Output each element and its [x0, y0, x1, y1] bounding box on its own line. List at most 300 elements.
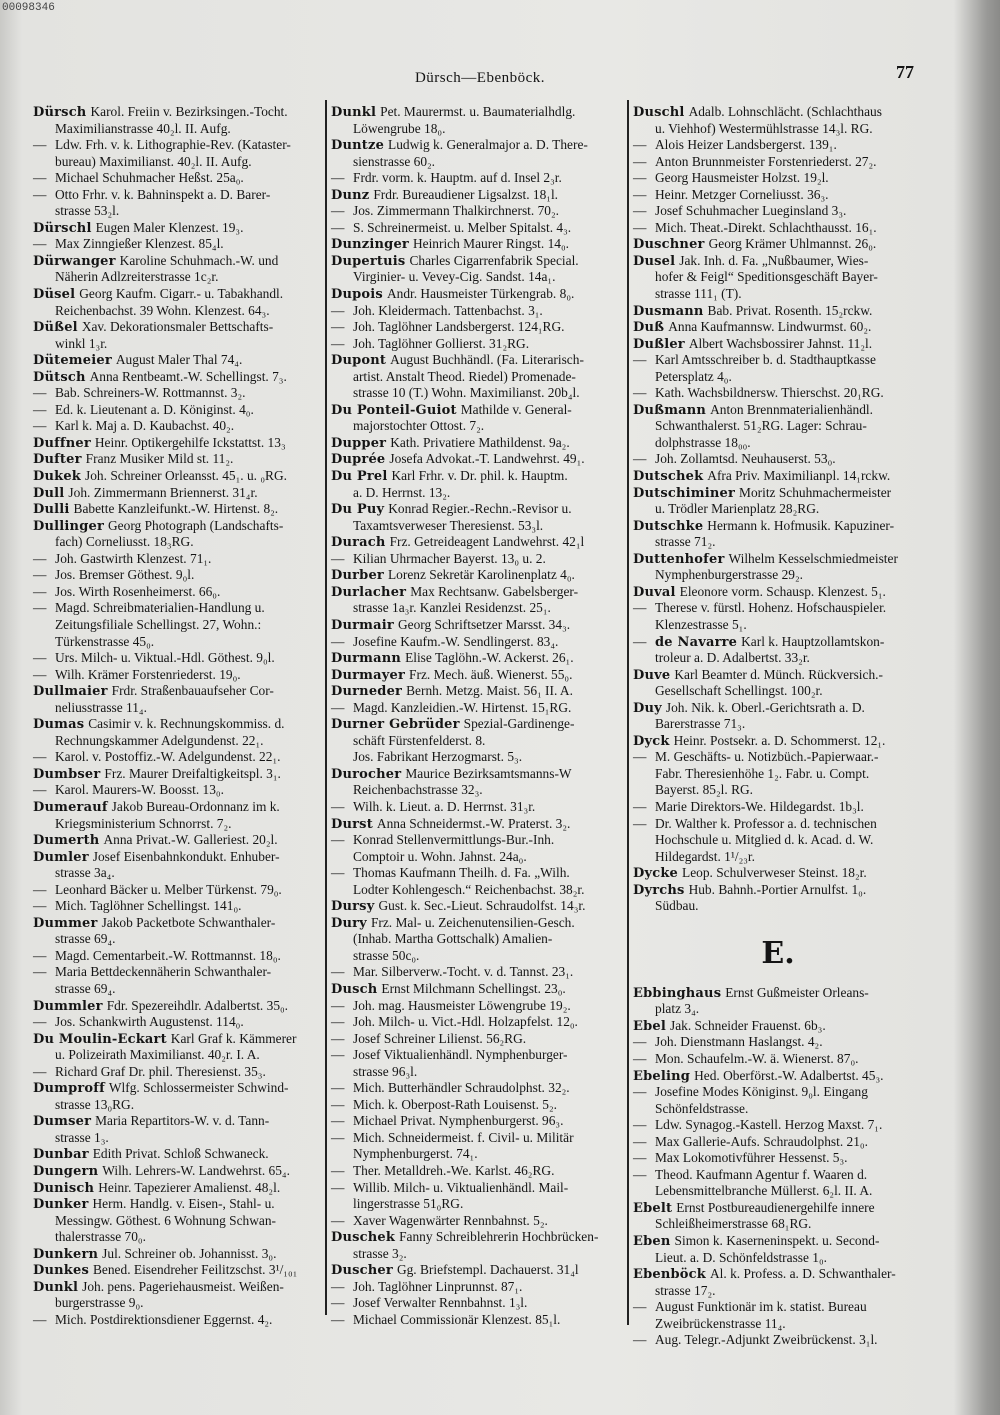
entry-line	[331, 650, 623, 667]
entry-line	[33, 485, 322, 502]
entry-text: Jos. Fabrikant Herzogmarst. 5₃.	[353, 749, 523, 765]
entry-text: M. Geschäfts- u. Notizbüch.-Papierwaar.-	[655, 749, 879, 765]
directory-entry	[331, 1047, 623, 1080]
directory-entry	[331, 319, 623, 336]
entry-text: Thomas Kaufmann Theilh. d. Fa. „Wilh.	[353, 865, 570, 881]
entry-text: Frz. Maurer Dreifaltigkeitspl. 3₁.	[104, 765, 281, 781]
directory-entry	[331, 1180, 623, 1213]
entry-line	[331, 551, 623, 568]
entry-continuation-line	[633, 121, 923, 138]
entry-surname: Dußmann	[633, 402, 707, 418]
entry-line	[633, 187, 923, 204]
entry-text: Theod. Kaufmann Agentur f. Waaren d.	[655, 1166, 868, 1182]
entry-continuation-line	[33, 634, 322, 651]
directory-entry	[33, 1163, 322, 1180]
directory-entry	[331, 898, 623, 915]
entry-text: majorstochter Ottost. 7₂.	[353, 418, 485, 434]
entry-surname: Durach	[331, 535, 386, 551]
ditto-dash: —	[33, 236, 47, 252]
directory-entry	[33, 1146, 322, 1163]
entry-text: Fanny Schreiblehrerin Hochbrücken-	[399, 1229, 599, 1245]
entry-text: Michael Commissionär Klenzest. 85₁l.	[353, 1311, 561, 1327]
entry-text: strasse 10 (T.) Wohn. Maximilianst. 20b₄l.	[353, 385, 580, 401]
entry-text: Frdr. vorm. k. Hauptm. auf d. Insel 2₃r.	[353, 170, 562, 186]
entry-line	[33, 882, 322, 899]
entry-surname: Du Moulin-Eckart	[33, 1031, 167, 1047]
directory-entry	[33, 832, 322, 849]
entry-text: Josefine Modes Königinst. 9₀l. Eingang	[655, 1084, 868, 1100]
entry-text: Schleißheimerstrasse 68₁RG.	[655, 1216, 812, 1232]
entry-surname: Dukek	[33, 469, 82, 485]
entry-text: Eugen Maler Klenzest. 19₃.	[95, 219, 244, 235]
entry-continuation-line	[331, 269, 623, 286]
entry-surname: Dußler	[633, 336, 685, 352]
directory-entry	[633, 816, 923, 866]
entry-text: Karl k. Hauptzollamtskon-	[741, 633, 885, 649]
entry-line	[33, 1080, 322, 1097]
entry-text: Heinr. Postsekr. a. D. Schommerst. 12₁.	[673, 732, 886, 748]
entry-surname: Dupertuis	[331, 253, 406, 269]
entry-text: troleur a. D. Adalbertst. 33₂r.	[655, 650, 810, 666]
entry-surname: Dutschiminer	[633, 485, 736, 501]
entry-text: Karl k. Maj a. D. Kaubachst. 40₂.	[55, 418, 235, 434]
entry-text: Reichenbachst. 39 Wohn. Klenzest. 64₃.	[55, 302, 270, 318]
directory-entry	[33, 964, 322, 997]
entry-text: Karol. Maurers-W. Boosst. 13₀.	[55, 782, 224, 798]
entry-line	[331, 634, 623, 651]
entry-text: Albert Wachsbossirer Jahnst. 11₂l.	[688, 335, 873, 351]
directory-entry	[33, 551, 322, 568]
directory-entry	[33, 1312, 322, 1329]
directory-entry	[633, 203, 923, 220]
entry-line	[633, 468, 923, 485]
entry-text: Magd. Kanzleidien.-W. Hirtenst. 15₁RG.	[353, 699, 572, 715]
entry-text: Anton Brunnmeister Forstenriederst. 27₂.	[655, 153, 877, 169]
entry-text: Georg Photograph (Landschafts-	[108, 517, 284, 533]
entry-line	[633, 319, 923, 336]
ditto-dash: —	[633, 219, 647, 235]
entry-text: u. Trödler Marienplatz 28₂RG.	[655, 501, 820, 517]
entry-surname: Dumler	[33, 849, 89, 865]
directory-entry	[33, 319, 322, 352]
entry-text: Ldw. Synagog.-Kastell. Herzog Maxst. 7₁.	[655, 1117, 883, 1133]
directory-entry	[633, 352, 923, 385]
directory-entry	[331, 915, 623, 965]
ditto-dash: —	[33, 550, 47, 566]
ditto-dash: —	[633, 815, 647, 831]
entry-line	[33, 1312, 322, 1329]
entry-text: Xaver Wagenwärter Rennbahnst. 5₂.	[353, 1212, 548, 1228]
entry-line	[331, 584, 623, 601]
entry-text: Adalb. Lohnschlächt. (Schlachthaus	[688, 104, 882, 119]
entry-text: Joh. Dienstmann Haslangst. 4₂.	[655, 1034, 823, 1050]
entry-text: Ther. Metalldreh.-We. Karlst. 46₂RG.	[353, 1163, 555, 1178]
entry-line	[331, 104, 623, 121]
entry-surname: Dusch	[331, 981, 378, 997]
entry-text: Frz. Mal- u. Zeichenutensilien-Gesch.	[370, 914, 575, 930]
directory-entry	[331, 964, 623, 981]
entry-text: Maria Repartitors-W. v. d. Tann-	[95, 1113, 270, 1129]
entry-line	[331, 799, 623, 816]
directory-entry	[633, 985, 923, 1018]
entry-text: fach) Corneliusst. 18₃RG.	[55, 534, 194, 550]
directory-entry	[33, 385, 322, 402]
directory-entry	[633, 1266, 923, 1299]
entry-text: Pet. Maurermst. u. Baumaterialhdlg.	[380, 104, 576, 119]
directory-entry	[33, 418, 322, 435]
entry-text: Gust. k. Sec.-Lieut. Schraudolfst. 14₃r.	[378, 898, 586, 914]
directory-entry	[33, 1180, 322, 1197]
entry-text: strasse 71₂.	[655, 534, 716, 550]
entry-line	[633, 799, 923, 816]
entry-line	[633, 137, 923, 154]
entry-surname: Dursy	[331, 899, 375, 915]
entry-text: Hermann k. Hofmusik. Kapuziner-	[707, 517, 895, 533]
ditto-dash: —	[331, 1113, 345, 1129]
directory-entry	[633, 584, 923, 601]
entry-text: strasse 1₃.	[55, 1129, 109, 1145]
ditto-dash: —	[331, 832, 345, 848]
ditto-dash: —	[331, 997, 345, 1013]
entry-text: Casimir v. k. Rechnungskommiss. d.	[88, 716, 285, 732]
entry-continuation-line	[33, 1047, 322, 1064]
entry-continuation-line	[331, 782, 623, 799]
directory-entry	[331, 1312, 623, 1329]
entry-text: Konrad Stellenvermittlungs-Bur.-Inh.	[353, 832, 555, 848]
ditto-dash: —	[633, 749, 647, 765]
directory-entry	[633, 551, 923, 584]
entry-line	[633, 1200, 923, 1217]
entry-line	[633, 1233, 923, 1250]
entry-line	[331, 1180, 623, 1197]
entry-line	[33, 782, 322, 799]
directory-entry	[33, 849, 322, 882]
entry-text: Jos. Wirth Rosenheimerst. 66₀.	[55, 583, 221, 599]
entry-continuation-line	[33, 1229, 322, 1246]
entry-text: Anna Rentbeamt.-W. Schellingst. 7₃.	[89, 368, 287, 384]
directory-entry	[33, 435, 322, 452]
entry-continuation-line	[633, 1216, 923, 1233]
directory-entry	[33, 782, 322, 799]
entry-text: Heinrich Maurer Ringst. 14₀.	[412, 236, 569, 252]
entry-line	[331, 1097, 623, 1114]
directory-entry	[33, 1064, 322, 1081]
entry-text: Babette Kanzleifunkt.-W. Hirtenst. 8₂.	[73, 501, 279, 517]
directory-entry	[633, 733, 923, 750]
entry-line	[331, 203, 623, 220]
directory-entry	[33, 683, 322, 716]
entry-continuation-line	[33, 981, 322, 998]
running-title: Dürsch—Ebenböck.	[414, 70, 546, 86]
entry-text: Kriegsministerium Schnorrst. 7₂.	[55, 815, 232, 831]
entry-line	[33, 187, 322, 204]
entry-continuation-line	[633, 501, 923, 518]
entry-line	[331, 749, 623, 766]
directory-entry	[33, 501, 322, 518]
ditto-dash: —	[331, 550, 345, 566]
entry-line	[331, 898, 623, 915]
entry-line	[33, 1246, 322, 1263]
entry-text: Joh. Taglöhner Landsbergerst. 124₁RG.	[353, 319, 565, 335]
entry-continuation-line	[633, 832, 923, 849]
entry-text: Otto Frhr. v. k. Bahninspekt a. D. Barer-	[55, 186, 271, 202]
entry-text: Fdr. Spezereihdlr. Adalbertst. 35₀.	[106, 997, 289, 1013]
ditto-dash: —	[33, 782, 47, 798]
entry-line	[633, 1150, 923, 1167]
entry-text: Joh. Taglöhner Gollierst. 31₂RG.	[353, 335, 530, 351]
directory-entry	[633, 220, 923, 237]
ditto-dash: —	[331, 633, 345, 649]
entry-text: strasse 1a₃r. Kanzlei Residenzst. 25₁.	[353, 600, 551, 616]
entry-text: Karl Amtsschreiber b. d. Stadthauptkasse	[655, 352, 876, 368]
entry-text: Bened. Eisendreher Feilitzschst. 3¹/₁₀₁	[92, 1262, 298, 1278]
directory-entry	[331, 336, 623, 353]
entry-text: Eleonore vorm. Schausp. Klenzest. 5₁.	[679, 583, 886, 599]
directory-entry	[331, 534, 623, 551]
entry-surname: Dutschke	[633, 518, 704, 534]
entry-continuation-line	[633, 1001, 923, 1018]
entry-line	[331, 567, 623, 584]
entry-text: Comptoir u. Wohn. Jahnst. 24a₀.	[353, 848, 527, 864]
directory-entry	[33, 137, 322, 170]
directory-entry	[331, 749, 623, 766]
entry-continuation-line	[633, 286, 923, 303]
entry-line	[331, 1163, 623, 1180]
entry-line	[633, 518, 923, 535]
entry-text: Magd. Cementarbeit.-W. Rottmannst. 18₀.	[55, 947, 281, 963]
entry-line	[33, 352, 322, 369]
entry-continuation-line	[33, 733, 322, 750]
directory-entry	[33, 286, 322, 319]
directory-entry	[633, 1117, 923, 1134]
directory-entry	[633, 634, 923, 667]
ditto-dash: —	[633, 633, 647, 649]
entry-line	[331, 253, 623, 270]
entry-line	[331, 319, 623, 336]
ditto-dash: —	[331, 1030, 345, 1046]
entry-text: Heinr. Metzger Corneliusst. 36₃.	[655, 186, 829, 202]
directory-entry	[331, 1279, 623, 1296]
ditto-dash: —	[33, 947, 47, 963]
entry-text: Edith Privat. Schloß Schwaneck.	[92, 1146, 269, 1162]
directory-entry	[633, 1233, 923, 1266]
entry-surname: Du Puy	[331, 502, 385, 518]
entry-surname: Duß	[633, 320, 665, 336]
entry-line	[33, 236, 322, 253]
entry-surname: Dunbar	[33, 1147, 89, 1163]
entry-text: dolphstrasse 18₀₀.	[655, 434, 751, 450]
entry-text: Karl Graf k. Kämmerer	[170, 1030, 297, 1046]
entry-line	[33, 567, 322, 584]
entry-surname: Dunkern	[33, 1246, 99, 1262]
entry-text: Mich. k. Oberpost-Rath Louisenst. 5₂.	[353, 1096, 558, 1112]
entry-line	[33, 832, 322, 849]
directory-entry	[33, 1113, 322, 1146]
ditto-dash: —	[33, 186, 47, 202]
entry-continuation-line	[33, 269, 322, 286]
entry-line	[331, 336, 623, 353]
entry-text: strasse 17₂.	[655, 1282, 716, 1298]
entry-text: Andr. Hausmeister Türkengrab. 8₀.	[386, 286, 575, 302]
ditto-dash: —	[33, 749, 47, 765]
entry-text: Marie Direktors-We. Hildegardst. 1b₃l.	[655, 798, 864, 814]
directory-entry	[331, 468, 623, 501]
ditto-dash: —	[331, 319, 345, 335]
entry-continuation-line	[633, 617, 923, 634]
directory-entry	[633, 1200, 923, 1233]
entry-line	[633, 865, 923, 882]
entry-text: (Inhab. Martha Gottschalk) Amalien-	[353, 931, 553, 947]
entry-continuation-line	[331, 600, 623, 617]
entry-text: Hub. Bahnh.-Portier Arnulfst. 1₀.	[688, 881, 867, 897]
entry-text: a. D. Herrnst. 13₂.	[353, 484, 451, 500]
entry-continuation-line	[33, 931, 322, 948]
entry-line	[33, 468, 322, 485]
entry-line	[33, 1064, 322, 1081]
ditto-dash: —	[331, 1080, 345, 1096]
entry-text: Barerstrasse 71₃.	[655, 716, 746, 732]
entry-text: Kath. Privatiere Mathildenst. 9a₂.	[390, 434, 570, 450]
directory-entry	[33, 1014, 322, 1031]
directory-entry	[331, 650, 623, 667]
entry-surname: Dumas	[33, 717, 85, 733]
entry-line	[633, 385, 923, 402]
directory-entry	[331, 1213, 623, 1230]
entry-text: Josef Eisenbahnkondukt. Enhuber-	[92, 848, 280, 864]
entry-text: strasse 3₂.	[353, 1245, 407, 1261]
entry-line	[633, 104, 923, 121]
entry-text: Joh. Milch- u. Vict.-Hdl. Holzapfelst. 12₀.	[353, 1014, 578, 1030]
ditto-dash: —	[331, 865, 345, 881]
entry-text: strasse 96₃l.	[353, 1063, 418, 1079]
entry-text: Simon k. Kaserneninspekt. u. Second-	[674, 1233, 880, 1248]
directory-entry	[33, 998, 322, 1015]
directory-entry	[633, 1051, 923, 1068]
entry-text: Afra Priv. Maximilianpl. 14₁rckw.	[707, 468, 891, 484]
ditto-dash: —	[633, 1084, 647, 1100]
ditto-dash: —	[633, 1034, 647, 1050]
entry-continuation-line	[633, 1316, 923, 1333]
entry-text: S. Schreinermeist. u. Melber Spitalst. 4₃.	[353, 219, 572, 235]
column-rule-2	[627, 100, 629, 1325]
entry-surname: Duschl	[633, 105, 685, 120]
entry-continuation-line	[331, 369, 623, 386]
entry-surname: Dullinger	[33, 518, 105, 534]
entry-surname: Dull	[33, 485, 65, 501]
entry-line	[331, 220, 623, 237]
entry-line	[331, 865, 623, 882]
directory-entry	[331, 1014, 623, 1031]
directory-entry	[33, 749, 322, 766]
directory-entry	[33, 1196, 322, 1246]
entry-line	[33, 799, 322, 816]
entry-line	[33, 385, 322, 402]
directory-entry	[33, 1246, 322, 1263]
directory-entry	[633, 385, 923, 402]
entry-line	[331, 1130, 623, 1147]
entry-text: Michael Schuhmacher Heßst. 25a₀.	[55, 170, 244, 186]
directory-entry	[331, 1130, 623, 1163]
entry-text: Georg Kaufm. Cigarr.- u. Tabakhandl.	[79, 286, 284, 302]
ditto-dash: —	[633, 385, 647, 401]
ditto-dash: —	[33, 1311, 47, 1327]
entry-text: Josefa Advokat.-T. Landwehrst. 49₁.	[389, 451, 585, 467]
entry-text: Mich. Butterhändler Schraudolphst. 32₂.	[353, 1080, 570, 1096]
entry-text: Franz Musiker Mild st. 11₂.	[85, 451, 234, 467]
ditto-dash: —	[633, 203, 647, 219]
entry-line	[331, 816, 623, 833]
directory-entry	[633, 253, 923, 303]
directory-entry	[33, 1080, 322, 1113]
entry-text: Maria Bettdeckennäherin Schwanthaler-	[55, 964, 272, 980]
ditto-dash: —	[331, 1311, 345, 1327]
ditto-dash: —	[33, 1063, 47, 1079]
entry-line	[33, 501, 322, 518]
entry-continuation-line	[633, 766, 923, 783]
entry-text: hofer & Feigl“ Speditionsgeschäft Bayer-	[655, 269, 878, 285]
directory-entry	[33, 253, 322, 286]
directory-entry	[331, 1080, 623, 1097]
directory-entry	[33, 187, 322, 220]
entry-line	[633, 816, 923, 833]
entry-text: Anna Schneidermst.-W. Praterst. 3₂.	[376, 815, 571, 831]
entry-surname: Düsel	[33, 287, 76, 303]
entry-line	[331, 187, 623, 204]
entry-continuation-line	[633, 418, 923, 435]
directory-entry	[331, 303, 623, 320]
directory-entry	[33, 882, 322, 899]
entry-continuation-line	[633, 716, 923, 733]
entry-line	[633, 985, 923, 1002]
entry-line	[33, 137, 322, 154]
directory-entry	[331, 716, 623, 749]
entry-continuation-line	[331, 385, 623, 402]
entry-text: artist. Anstalt Theod. Riedel) Promenade-	[353, 368, 576, 384]
entry-text: Karol. Freiin v. Bezirksingen.-Tocht.	[90, 104, 288, 119]
entry-line	[331, 137, 623, 154]
entry-continuation-line	[33, 203, 322, 220]
entry-continuation-line	[33, 303, 322, 320]
entry-surname: Duy	[633, 700, 662, 716]
entry-line	[33, 369, 322, 386]
ditto-dash: —	[633, 170, 647, 186]
entry-continuation-line	[633, 683, 923, 700]
directory-entry	[633, 104, 923, 137]
entry-text: Wilhelm Kesselschmiedmeister	[728, 550, 898, 566]
ditto-dash: —	[633, 352, 647, 368]
directory-entry	[633, 1034, 923, 1051]
directory-entry	[331, 981, 623, 998]
entry-surname: Dungern	[33, 1164, 99, 1179]
entry-text: Jak. Inh. d. Fa. „Nußbaumer, Wies-	[679, 252, 869, 268]
entry-text: Spezial-Gardinenge-	[463, 716, 575, 732]
entry-text: Al. k. Profess. a. D. Schwanthaler-	[710, 1266, 896, 1282]
entry-continuation-line	[331, 485, 623, 502]
page-number: 77	[896, 62, 914, 82]
ditto-dash: —	[33, 666, 47, 682]
entry-line	[33, 915, 322, 932]
ditto-dash: —	[331, 964, 345, 980]
entry-text: Bernh. Metzg. Maist. 56₁ II. A.	[406, 683, 573, 699]
entry-text: Jos. Bremser Göthest. 9₀l.	[55, 567, 195, 583]
entry-line	[331, 1312, 623, 1329]
entry-line	[33, 849, 322, 866]
entry-text: Moritz Schuhmachermeister	[739, 484, 892, 500]
entry-text: Joh. mag. Hausmeister Löwengrube 19₂.	[353, 997, 571, 1013]
directory-entry	[331, 104, 623, 137]
entry-surname: Durst	[331, 816, 373, 832]
entry-line	[331, 286, 623, 303]
